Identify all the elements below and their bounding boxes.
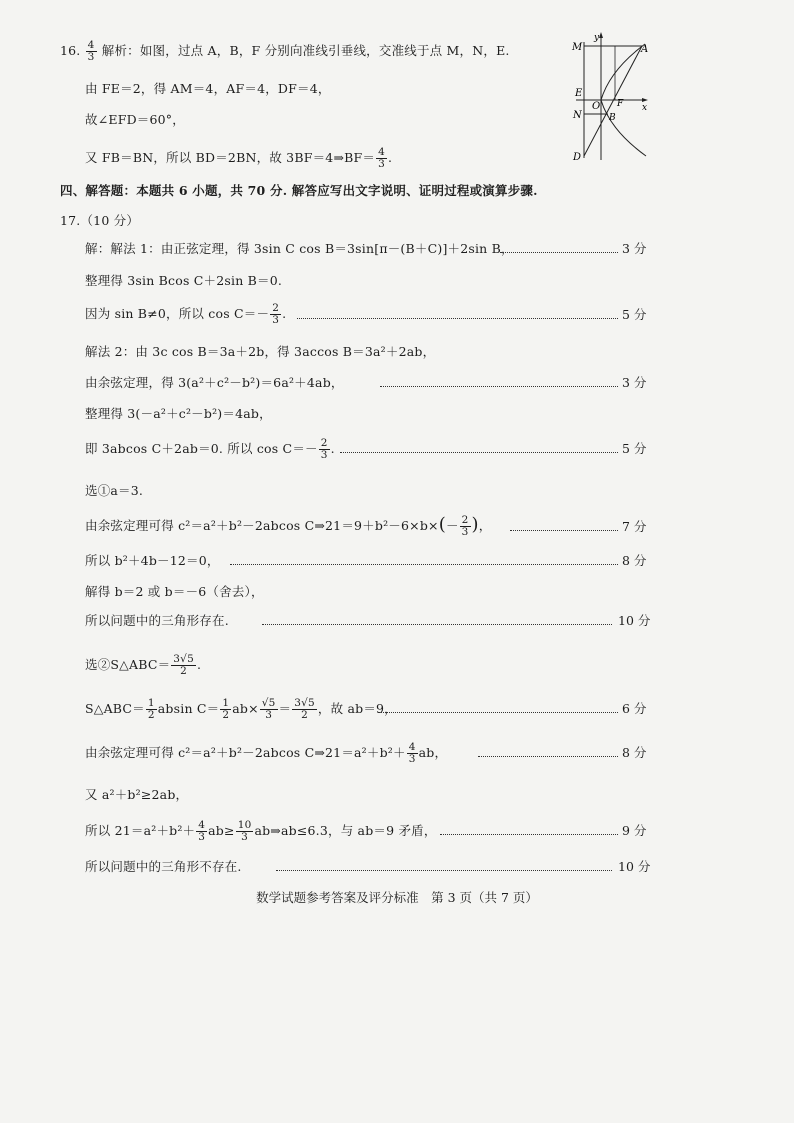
label-y: y <box>594 33 600 43</box>
q17-line-5: 由余弦定理，得 3(a²＋c²－b²)＝6a²＋4ab， <box>85 375 344 390</box>
q17-line-8: 选①a＝3. <box>85 483 144 498</box>
score: 6 分 <box>622 701 647 716</box>
parabola-figure <box>570 30 650 162</box>
q17-title: 17.（10 分） <box>60 213 140 228</box>
score: 3 分 <box>622 241 647 256</box>
q17-line-16: 又 a²＋b²≥2ab， <box>85 787 189 802</box>
dots <box>510 530 618 531</box>
label-M: M <box>572 42 583 53</box>
q17-line-14: S△ABC＝ $\frac{1}{2}$ absin C＝ $\frac{1}{2}$ ab× $\frac{√5}{3}$ ＝ $\frac{3√5}{2}$ ，故 ab＝9， <box>85 697 397 721</box>
q16-answer: $\frac{4}{3}$ <box>87 39 95 63</box>
label-E: E <box>575 88 583 99</box>
q16-line-2: 由 FE＝2，得 AM＝4，AF＝4，DF＝4， <box>85 81 331 96</box>
q17-line-12: 所以问题中的三角形存在. <box>85 613 229 628</box>
q17-line-1: 解：解法 1：由正弦定理，得 3sin C cos B＝3sin[π－(B＋C)]＋2sin B， <box>85 241 514 256</box>
q16-line-4: 又 FB＝BN，所以 BD＝2BN，故 3BF＝4⇒BF＝ $\frac{4}{3}$ . <box>85 146 393 170</box>
dots <box>230 564 618 565</box>
q17-line-18: 所以问题中的三角形不存在. <box>85 859 242 874</box>
q17-line-4: 解法 2：由 3c cos B＝3a＋2b，得 3accos B＝3a²＋2ab， <box>85 344 436 359</box>
score: 9 分 <box>622 823 647 838</box>
score: 5 分 <box>622 307 647 322</box>
dots <box>262 624 612 625</box>
q17-line-3: 因为 sin B≠0，所以 cos C＝－ $\frac{2}{3}$ . <box>85 302 287 326</box>
score: 8 分 <box>622 745 647 760</box>
q17-line-15: 由余弦定理可得 c²＝a²＋b²－2abcos C⇒21＝a²＋b²＋ $\frac{4}{3}$ ab， <box>85 741 448 765</box>
label-B: B <box>609 113 616 123</box>
q17-line-9: 由余弦定理可得 c²＝a²＋b²－2abcos C⇒21＝9＋b²－6×b×(－ $\frac{2}{3}$ )， <box>85 514 492 538</box>
label-x: x <box>642 103 648 113</box>
section-heading: 四、解答题：本题共 6 小题，共 70 分. 解答应写出文字说明、证明过程或演算步骤. <box>60 183 538 198</box>
dots <box>378 712 618 713</box>
score: 10 分 <box>618 613 651 628</box>
q17-line-11: 解得 b＝2 或 b＝－6（舍去）， <box>85 584 264 599</box>
q17-line-10: 所以 b²＋4b－12＝0， <box>85 553 220 568</box>
dots <box>500 252 618 253</box>
score: 10 分 <box>618 859 651 874</box>
q16-line-3: 故∠EFD＝60°， <box>85 112 185 127</box>
dots <box>380 386 618 387</box>
q16-explanation: 解析：如图，过点 A，B，F 分别向准线引垂线，交准线于点 M，N，E. <box>101 43 510 58</box>
label-F: F <box>617 99 624 109</box>
score: 8 分 <box>622 553 647 568</box>
score: 5 分 <box>622 441 647 456</box>
score: 3 分 <box>622 375 647 390</box>
page-footer: 数学试题参考答案及评分标准 第 3 页（共 7 页） <box>256 890 538 905</box>
label-D: D <box>573 152 582 162</box>
q17-line-7: 即 3abcos C＋2ab＝0. 所以 cos C＝－ $\frac{2}{3}$ . <box>85 437 335 461</box>
label-O: O <box>592 101 601 112</box>
q17-line-2: 整理得 3sin Bcos C＋2sin B＝0. <box>85 273 283 288</box>
dots <box>297 318 618 319</box>
dots <box>276 870 612 871</box>
dots <box>440 834 618 835</box>
q16-number: 16. <box>60 43 81 58</box>
q17-line-6: 整理得 3(－a²＋c²－b²)＝4ab， <box>85 406 272 421</box>
label-N: N <box>573 110 582 121</box>
q17-line-13: 选②S△ABC＝ $\frac{3√5}{2}$ . <box>85 653 202 677</box>
dots <box>478 756 618 757</box>
dots <box>340 452 618 453</box>
q16-line-1 <box>60 40 510 63</box>
label-A: A <box>641 44 649 55</box>
score: 7 分 <box>622 519 647 534</box>
q17-line-17: 所以 21＝a²＋b²＋ $\frac{4}{3}$ ab≥ $\frac{10}{3}$ ab⇒ab≤6.3，与 ab＝9 矛盾， <box>85 819 437 843</box>
